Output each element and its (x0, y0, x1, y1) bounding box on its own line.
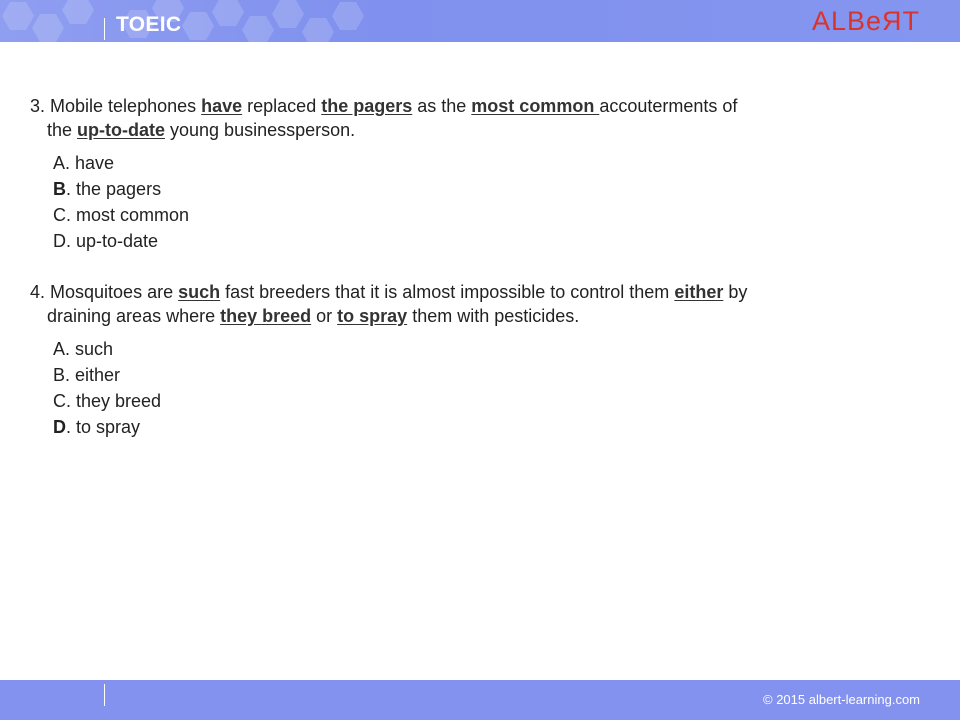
copyright-text: © 2015 albert-learning.com (763, 692, 920, 707)
question-4-text (30, 280, 920, 328)
underlined-option-c: most common (471, 96, 600, 116)
question-text-segment: as the (412, 96, 472, 116)
option-text: . have (65, 153, 115, 173)
underlined-option-d: up-to-date (77, 120, 166, 140)
question-text-segment: draining areas where (47, 306, 221, 326)
option-text: . the pagers (66, 179, 162, 199)
option-letter: C (53, 391, 66, 411)
question-text-segment: fast breeders that it is almost impossible to control them (220, 282, 675, 302)
hexagon-pattern (0, 0, 380, 42)
question-number: 3. (30, 96, 46, 116)
question-text-segment: replaced (242, 96, 322, 116)
question-text-segment: Mobile telephones (45, 96, 202, 116)
albert-logo: ALBeЯT (812, 6, 921, 36)
answer-option-b[interactable] (53, 176, 920, 202)
questions-content (30, 94, 920, 440)
option-letter: A (53, 153, 66, 173)
question-text-segment: or (311, 306, 338, 326)
question-text-segment: them with pesticides. (407, 306, 580, 326)
question-text-segment: Mosquitoes are (45, 282, 179, 302)
question-number: 4. (30, 282, 46, 302)
answer-option-a[interactable] (53, 150, 920, 176)
answer-option-d[interactable] (53, 414, 920, 440)
underlined-option-a: have (201, 96, 243, 116)
option-text: . such (65, 339, 114, 359)
question-text-segment: by (723, 282, 748, 302)
question-text-segment: young businessperson. (165, 120, 356, 140)
header-bar (0, 0, 960, 42)
question-3-text (30, 94, 920, 142)
question-4 (30, 280, 920, 440)
header-divider (104, 18, 105, 40)
question-text-segment: the (47, 120, 78, 140)
underlined-option-b: either (674, 282, 724, 302)
answer-option-c[interactable] (53, 202, 920, 228)
answer-option-a[interactable] (53, 336, 920, 362)
answer-option-d[interactable] (53, 228, 920, 254)
option-text: . up-to-date (66, 231, 159, 251)
question-line-2 (30, 120, 355, 140)
answer-options (53, 336, 920, 440)
page-title: TOEIC (116, 13, 182, 36)
option-text: . either (65, 365, 121, 385)
underlined-option-a: such (178, 282, 221, 302)
underlined-option-c: they breed (220, 306, 312, 326)
option-text: . to spray (66, 417, 141, 437)
question-line-2 (30, 306, 579, 326)
answer-option-c[interactable] (53, 388, 920, 414)
option-letter: B (53, 179, 66, 199)
footer-bar (0, 680, 960, 720)
option-letter: D (53, 417, 66, 437)
option-letter: B (53, 365, 66, 385)
option-text: . most common (66, 205, 190, 225)
underlined-option-b: the pagers (321, 96, 413, 116)
footer-divider (104, 684, 105, 706)
answer-option-b[interactable] (53, 362, 920, 388)
option-letter: A (53, 339, 66, 359)
option-text: . they breed (66, 391, 162, 411)
option-letter: C (53, 205, 66, 225)
question-3 (30, 94, 920, 254)
question-text-segment: accouterments of (599, 96, 738, 116)
option-letter: D (53, 231, 66, 251)
answer-options (53, 150, 920, 254)
underlined-option-d: to spray (337, 306, 408, 326)
